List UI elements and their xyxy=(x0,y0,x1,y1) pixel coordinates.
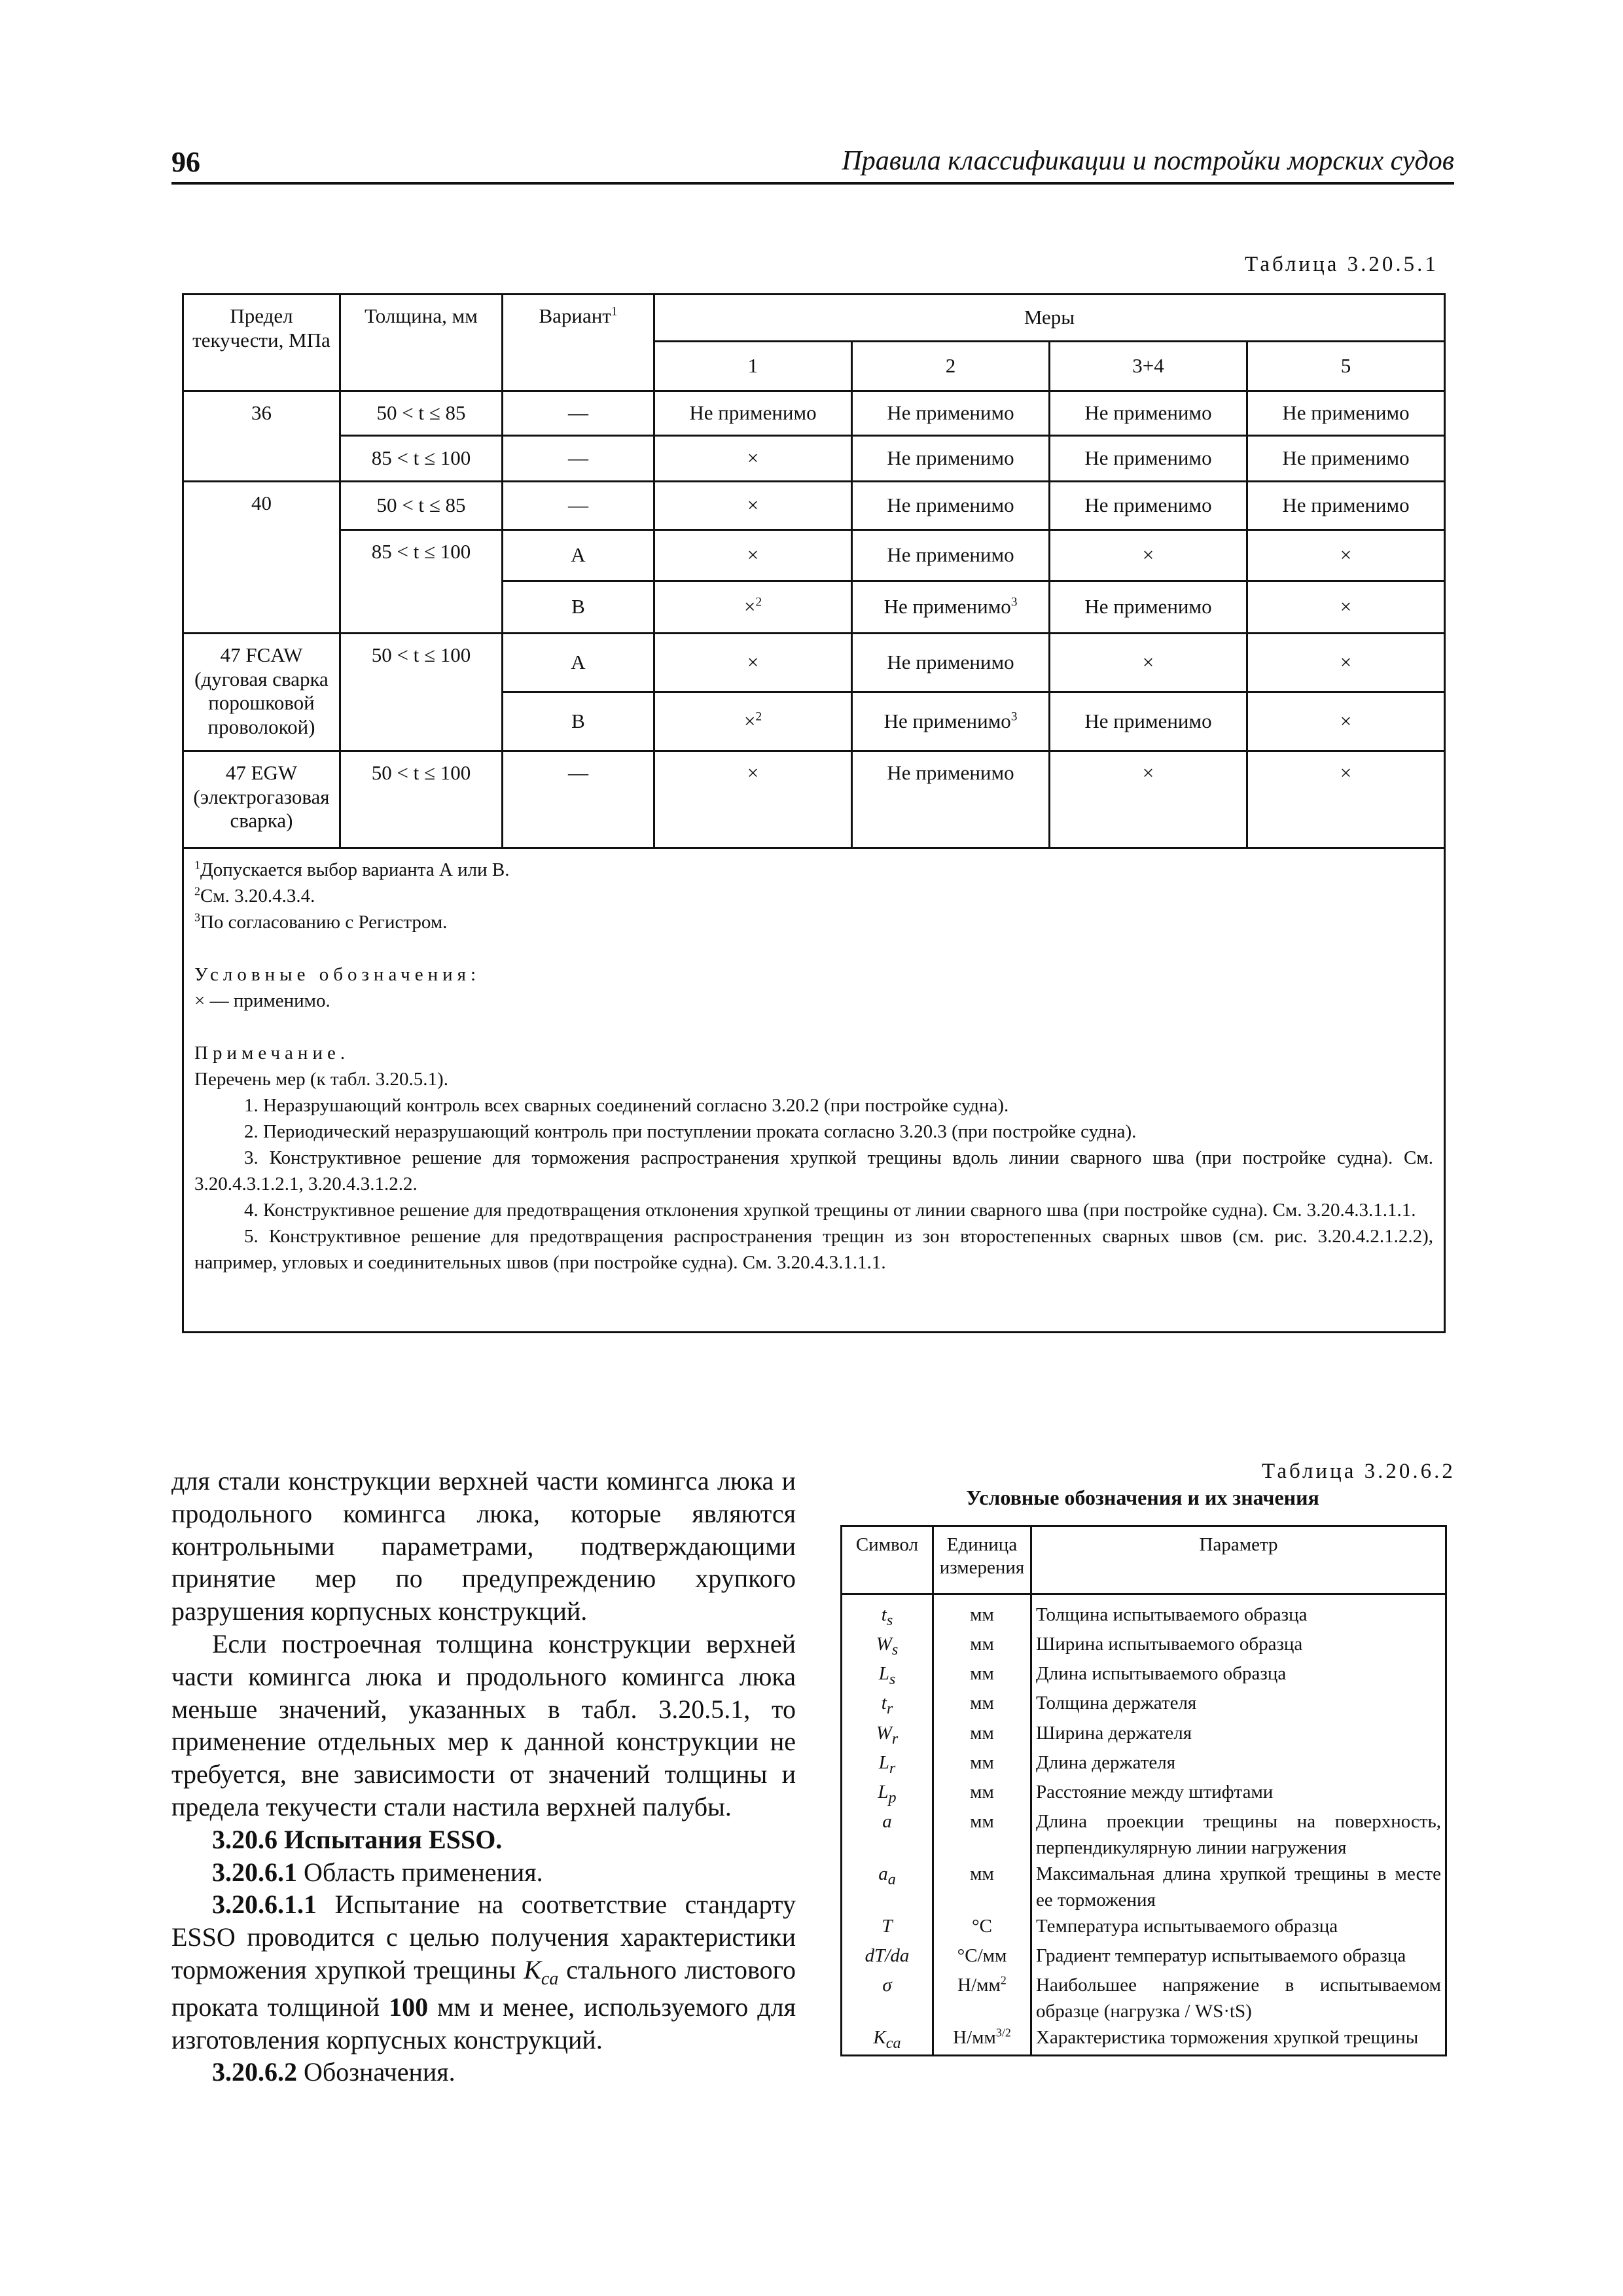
symbol-cell: $L_r$ xyxy=(842,1749,933,1779)
parameter-cell: Длина испытываемого образца xyxy=(1031,1660,1446,1690)
table-row xyxy=(842,1913,1446,1943)
unit-cell: мм xyxy=(933,1631,1031,1660)
measure-3-4-cell: Не применимо xyxy=(1050,692,1247,751)
table-row xyxy=(183,436,1445,482)
measure-3-4-cell: Не применимо xyxy=(1050,482,1247,530)
symbol-cell: $t_r$ xyxy=(842,1690,933,1719)
note-item: 2. Периодический неразрушающий контроль при поступлении проката согласно 3.20.3 (при постройке судна). xyxy=(244,1121,1137,1143)
table-notes xyxy=(183,848,1445,1333)
table-3-20-6-2 xyxy=(840,1525,1447,2056)
table-row xyxy=(842,1660,1446,1690)
symbol-cell: $W_s$ xyxy=(842,1631,933,1660)
parameter-cell: Толщина держателя xyxy=(1031,1690,1446,1719)
variant-cell: — xyxy=(503,482,654,530)
measure-5-cell: × xyxy=(1247,581,1445,634)
thickness-cell: 50 < t ≤ 100 xyxy=(340,751,503,848)
unit-cell: $Н/мм^{3/2}$ xyxy=(933,2024,1031,2055)
measure-1-cell: × xyxy=(654,530,852,581)
table-row xyxy=(842,2024,1446,2055)
measure-3-4-cell: Не применимо xyxy=(1050,391,1247,436)
body-text xyxy=(171,1465,796,2089)
header-parameter: Параметр xyxy=(1031,1526,1446,1594)
symbol-cell: $a_a$ xyxy=(842,1861,933,1913)
note-item: 1. Неразрушающий контроль всех сварных соединений согласно 3.20.2 (при постройке судна). xyxy=(244,1095,1009,1117)
measure-2-cell: Не применимо$^3$ xyxy=(852,581,1050,634)
measure-1-cell: × xyxy=(654,634,852,692)
measure-1-cell: × xyxy=(654,751,852,848)
table1-label: Таблица 3.20.5.1 xyxy=(1245,253,1438,276)
measure-1-cell: ×$^2$ xyxy=(654,692,852,751)
header-measure-2: 2 xyxy=(852,342,1050,391)
unit-cell: мм xyxy=(933,1690,1031,1719)
variant-cell: В xyxy=(503,692,654,751)
table-row xyxy=(842,1808,1446,1861)
measure-3-4-cell: Не применимо xyxy=(1050,581,1247,634)
table-row xyxy=(183,530,1445,581)
header-measures: Меры xyxy=(654,295,1445,342)
unit-cell: мм xyxy=(933,1861,1031,1913)
note-intro: Перечень мер (к табл. 3.20.5.1). xyxy=(194,1069,448,1090)
measure-5-cell: × xyxy=(1247,530,1445,581)
table-row xyxy=(842,1779,1446,1808)
page-number: 96 xyxy=(171,146,200,178)
variant-cell: — xyxy=(503,391,654,436)
measure-5-cell: × xyxy=(1247,634,1445,692)
yield-cell: 47 FCAW (дуговая сварка порошковой проволокой) xyxy=(183,634,340,751)
table-row xyxy=(842,1861,1446,1913)
table-row xyxy=(183,482,1445,530)
header-variant: Вариант$^1$ xyxy=(503,295,654,391)
measure-1-cell: ×$^2$ xyxy=(654,581,852,634)
paragraph: для стали конструкции верхней части комингса люка и продольного комингса люка, которые являются контрольными параметрами, подтверждающими принятие мер по предупреждению хрупкого разрушения корпусных конструкций. xyxy=(171,1466,796,1626)
measure-5-cell: Не применимо xyxy=(1247,482,1445,530)
variant-cell: — xyxy=(503,751,654,848)
variant-cell: В xyxy=(503,581,654,634)
header-measure-5: 5 xyxy=(1247,342,1445,391)
footnote: $^3$По согласованию с Регистром. xyxy=(194,910,448,933)
table-row xyxy=(842,1690,1446,1719)
parameter-cell: Градиент температур испытываемого образца xyxy=(1031,1943,1446,1972)
measure-5-cell: × xyxy=(1247,692,1445,751)
parameter-cell: Длина проекции трещины на поверхность, перпендикулярную линии нагружения xyxy=(1031,1808,1446,1861)
symbol-cell: $L_p$ xyxy=(842,1779,933,1808)
table-row xyxy=(842,1943,1446,1972)
symbol-cell: $t_s$ xyxy=(842,1594,933,1632)
measure-2-cell: Не применимо$^3$ xyxy=(852,692,1050,751)
symbol-cell: $K_{ca}$ xyxy=(842,2024,933,2055)
table-row xyxy=(183,391,1445,436)
measure-3-4-cell: × xyxy=(1050,751,1247,848)
table-notes-row xyxy=(183,848,1445,1333)
table2-label: Таблица 3.20.6.2 xyxy=(1262,1460,1455,1483)
symbol-cell: T xyxy=(842,1913,933,1943)
measure-5-cell: × xyxy=(1247,751,1445,848)
measure-2-cell: Не применимо xyxy=(852,391,1050,436)
unit-cell: мм xyxy=(933,1808,1031,1861)
parameter-cell: Ширина держателя xyxy=(1031,1720,1446,1749)
variant-cell: — xyxy=(503,436,654,482)
table-row xyxy=(842,1749,1446,1779)
section-heading: 3.20.6 Испытания ESSO. xyxy=(212,1824,503,1854)
measure-2-cell: Не применимо xyxy=(852,436,1050,482)
header-measure-3-4: 3+4 xyxy=(1050,342,1247,391)
measure-2-cell: Не применимо xyxy=(852,634,1050,692)
parameter-cell: Характеристика торможения хрупкой трещины xyxy=(1031,2024,1446,2055)
header-symbol: Символ xyxy=(842,1526,933,1594)
variant-cell: А xyxy=(503,530,654,581)
symbol-cell: $W_r$ xyxy=(842,1720,933,1749)
parameter-cell: Толщина испытываемого образца xyxy=(1031,1594,1446,1632)
unit-cell: мм xyxy=(933,1720,1031,1749)
yield-cell: 47 EGW (электрогазовая сварка) xyxy=(183,751,340,848)
measure-3-4-cell: Не применимо xyxy=(1050,436,1247,482)
header-unit: Единица измерения xyxy=(933,1526,1031,1594)
unit-cell: мм xyxy=(933,1749,1031,1779)
yield-cell: 40 xyxy=(183,482,340,634)
thickness-cell: 85 < t ≤ 100 xyxy=(340,530,503,634)
thickness-cell: 85 < t ≤ 100 xyxy=(340,436,503,482)
measure-3-4-cell: × xyxy=(1050,634,1247,692)
variant-cell: А xyxy=(503,634,654,692)
symbol-cell: $L_s$ xyxy=(842,1660,933,1690)
measure-2-cell: Не применимо xyxy=(852,530,1050,581)
table2-caption: Условные обозначения и их значения xyxy=(966,1486,1319,1509)
symbol-cell: dT/da xyxy=(842,1943,933,1972)
table-row xyxy=(842,1631,1446,1660)
parameter-cell: Длина держателя xyxy=(1031,1749,1446,1779)
table-row xyxy=(842,1594,1446,1632)
parameter-cell: Максимальная длина хрупкой трещины в месте ее торможения xyxy=(1031,1861,1446,1913)
legend-item: × — применимо. xyxy=(194,990,330,1012)
legend-title: Условные обозначения: xyxy=(194,964,481,986)
header-thickness: Толщина, мм xyxy=(340,295,503,391)
thickness-cell: 50 < t ≤ 85 xyxy=(340,482,503,530)
note-item: 4. Конструктивное решение для предотвращения отклонения хрупкой трещины от линии сварного шва (при постройке судна). См. 3.20.4.3.1.1.1. xyxy=(244,1200,1416,1221)
header-measure-1: 1 xyxy=(654,342,852,391)
thickness-cell: 50 < t ≤ 100 xyxy=(340,634,503,751)
table-row xyxy=(842,1720,1446,1749)
unit-cell: мм xyxy=(933,1594,1031,1632)
table-3-20-5-1 xyxy=(182,293,1446,1333)
note-item: 3. Конструктивное решение для торможения распространения хрупкой трещины вдоль линии сварного шва (при постройке судна). См. 3.20.4.3.1.2.1, 3.20.4.3.1.2.2. xyxy=(194,1147,1433,1195)
header-yield: Предел текучести, МПа xyxy=(183,295,340,391)
table-row xyxy=(183,634,1445,692)
table-header-row xyxy=(842,1526,1446,1594)
unit-cell: °C xyxy=(933,1913,1031,1943)
footnote: $^1$Допускается выбор варианта А или В. xyxy=(194,858,510,880)
measure-5-cell: Не применимо xyxy=(1247,436,1445,482)
table-header-row xyxy=(183,295,1445,342)
measure-1-cell: × xyxy=(654,436,852,482)
section-heading: 3.20.6.2 Обозначения. xyxy=(212,2057,455,2087)
measure-5-cell: Не применимо xyxy=(1247,391,1445,436)
header-rule xyxy=(171,182,1454,185)
thickness-cell: 50 < t ≤ 85 xyxy=(340,391,503,436)
symbol-cell: σ xyxy=(842,1972,933,2024)
unit-cell: мм xyxy=(933,1779,1031,1808)
measure-3-4-cell: × xyxy=(1050,530,1247,581)
paragraph: Если построечная толщина конструкции верхней части комингса люка и продольного комингса люка меньше значений, указанных в табл. 3.20.5.1, то применение отдельных мер к данной конструкции не требуется, вне зависимости от значений толщины и предела текучести стали настила верхней палубы. xyxy=(171,1628,796,1821)
running-title: Правила классификации и постройки морских судов xyxy=(842,146,1454,176)
table-row xyxy=(183,751,1445,848)
parameter-cell: Ширина испытываемого образца xyxy=(1031,1631,1446,1660)
section-heading: 3.20.6.1 Область применения. xyxy=(212,1857,543,1887)
unit-cell: °C/мм xyxy=(933,1943,1031,1972)
symbol-cell: a xyxy=(842,1808,933,1861)
footnote: $^2$См. 3.20.4.3.4. xyxy=(194,884,315,907)
measure-1-cell: Не применимо xyxy=(654,391,852,436)
yield-cell: 36 xyxy=(183,391,340,482)
parameter-cell: Наибольшее напряжение в испытываемом образце (нагрузка / WS·tS) xyxy=(1031,1972,1446,2024)
unit-cell: мм xyxy=(933,1660,1031,1690)
measure-2-cell: Не применимо xyxy=(852,482,1050,530)
note-title: Примечание. xyxy=(194,1043,350,1064)
parameter-cell: Расстояние между штифтами xyxy=(1031,1779,1446,1808)
measure-1-cell: × xyxy=(654,482,852,530)
page-header xyxy=(171,143,1454,182)
paragraph: 3.20.6.1.1 Испытание на соответствие стандарту ESSO проводится с целью получения характеристики торможения хрупкой трещины $K_{ca}$ стального листового проката толщиной 100 мм и менее, используемого для изготовления корпусных конструкций. xyxy=(171,1890,796,2054)
note-item: 5. Конструктивное решение для предотвращения распространения трещин из зон второстепенных сварных швов (см. рис. 3.20.4.2.1.2.2), например, угловых и соединительных швов (при постройке судна). См. 3.20.4.3.1.1.1. xyxy=(194,1226,1433,1274)
parameter-cell: Температура испытываемого образца xyxy=(1031,1913,1446,1943)
table-row xyxy=(842,1972,1446,2024)
measure-2-cell: Не применимо xyxy=(852,751,1050,848)
unit-cell: $Н/мм^2$ xyxy=(933,1972,1031,2024)
